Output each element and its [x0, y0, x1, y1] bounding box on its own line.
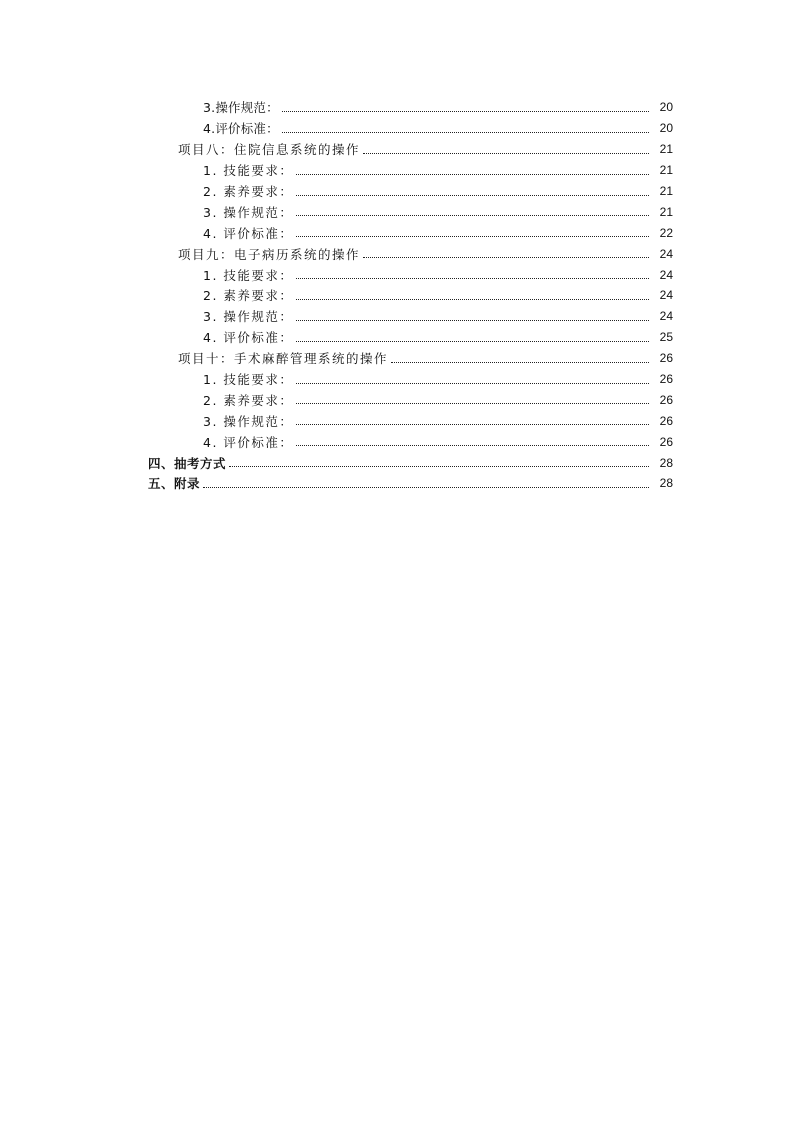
toc-leader-dots [296, 235, 649, 237]
toc-entry-text: 4. 评价标准： [203, 434, 294, 450]
toc-leader-dots [296, 194, 649, 196]
toc-entry-quality-req[interactable] [0, 389, 793, 410]
toc-entry-text: 4.评价标准： [203, 121, 279, 137]
toc-entry-skill-req[interactable] [0, 264, 793, 285]
toc-entry-text: 五、附录 [148, 476, 201, 492]
table-of-contents [0, 97, 793, 494]
toc-leader-dots [282, 131, 649, 133]
toc-leader-dots [282, 110, 649, 112]
toc-page-number: 26 [659, 413, 673, 428]
toc-page-number: 28 [659, 476, 673, 491]
toc-leader-dots [363, 256, 649, 258]
toc-page-number: 26 [659, 372, 673, 387]
toc-leader-dots [296, 277, 649, 279]
toc-entry-exam-method[interactable] [0, 452, 793, 473]
toc-entry-4-evaluation[interactable] [0, 118, 793, 139]
toc-entry-text: 4. 评价标准： [203, 225, 294, 241]
toc-entry-quality-req[interactable] [0, 181, 793, 202]
toc-entry-text: 1. 技能要求： [203, 163, 294, 179]
toc-page-number: 21 [659, 163, 673, 178]
toc-page-number: 24 [659, 267, 673, 282]
toc-page-number: 24 [659, 309, 673, 324]
toc-entry-3-operation-spec[interactable] [0, 97, 793, 118]
toc-entry-operation-spec[interactable] [0, 306, 793, 327]
toc-page-number: 24 [659, 288, 673, 303]
toc-leader-dots [296, 402, 649, 404]
toc-leader-dots [296, 298, 649, 300]
toc-leader-dots [363, 152, 649, 154]
toc-leader-dots [296, 173, 649, 175]
toc-leader-dots [296, 319, 649, 321]
toc-entry-project-8[interactable] [0, 139, 793, 160]
toc-entry-text: 项目十：手术麻醉管理系统的操作 [178, 351, 389, 367]
toc-page-number: 24 [659, 246, 673, 261]
toc-leader-dots [296, 382, 649, 384]
toc-leader-dots [296, 423, 649, 425]
toc-entry-text: 2. 素养要求： [203, 288, 294, 304]
toc-entry-text: 3.操作规范： [203, 100, 279, 116]
toc-entry-text: 2. 素养要求： [203, 392, 294, 408]
toc-entry-evaluation[interactable] [0, 327, 793, 348]
toc-entry-text: 1. 技能要求： [203, 267, 294, 283]
toc-entry-text: 项目九：电子病历系统的操作 [178, 246, 361, 262]
toc-page-number: 28 [659, 455, 673, 470]
toc-entry-skill-req[interactable] [0, 160, 793, 181]
toc-leader-dots [391, 361, 649, 363]
toc-entry-evaluation[interactable] [0, 431, 793, 452]
toc-leader-dots [229, 465, 649, 467]
toc-entry-quality-req[interactable] [0, 285, 793, 306]
toc-entry-text: 项目八：住院信息系统的操作 [178, 142, 361, 158]
toc-entry-text: 四、抽考方式 [148, 455, 227, 471]
toc-entry-project-9[interactable] [0, 243, 793, 264]
toc-entry-appendix[interactable] [0, 473, 793, 494]
toc-entry-operation-spec[interactable] [0, 201, 793, 222]
toc-entry-text: 3. 操作规范： [203, 309, 294, 325]
toc-leader-dots [203, 486, 649, 488]
toc-page-number: 26 [659, 392, 673, 407]
toc-page-number: 26 [659, 351, 673, 366]
toc-entry-text: 4. 评价标准： [203, 330, 294, 346]
toc-page-number: 21 [659, 142, 673, 157]
toc-entry-text: 2. 素养要求： [203, 184, 294, 199]
toc-page-number: 21 [659, 184, 673, 198]
toc-entry-text: 1. 技能要求： [203, 372, 294, 388]
toc-page-number: 26 [659, 434, 673, 449]
toc-page-number: 20 [659, 100, 673, 115]
toc-entry-text: 3. 操作规范： [203, 204, 294, 220]
toc-leader-dots [296, 214, 649, 216]
toc-entry-text: 3. 操作规范： [203, 413, 294, 429]
toc-entry-evaluation[interactable] [0, 222, 793, 243]
toc-page-number: 22 [659, 225, 673, 240]
toc-entry-project-10[interactable] [0, 348, 793, 369]
toc-leader-dots [296, 340, 649, 342]
toc-page-number: 25 [659, 330, 673, 345]
toc-page-number: 20 [659, 121, 673, 136]
toc-leader-dots [296, 444, 649, 446]
toc-page-number: 21 [659, 204, 673, 219]
toc-entry-skill-req[interactable] [0, 369, 793, 390]
toc-entry-operation-spec[interactable] [0, 410, 793, 431]
